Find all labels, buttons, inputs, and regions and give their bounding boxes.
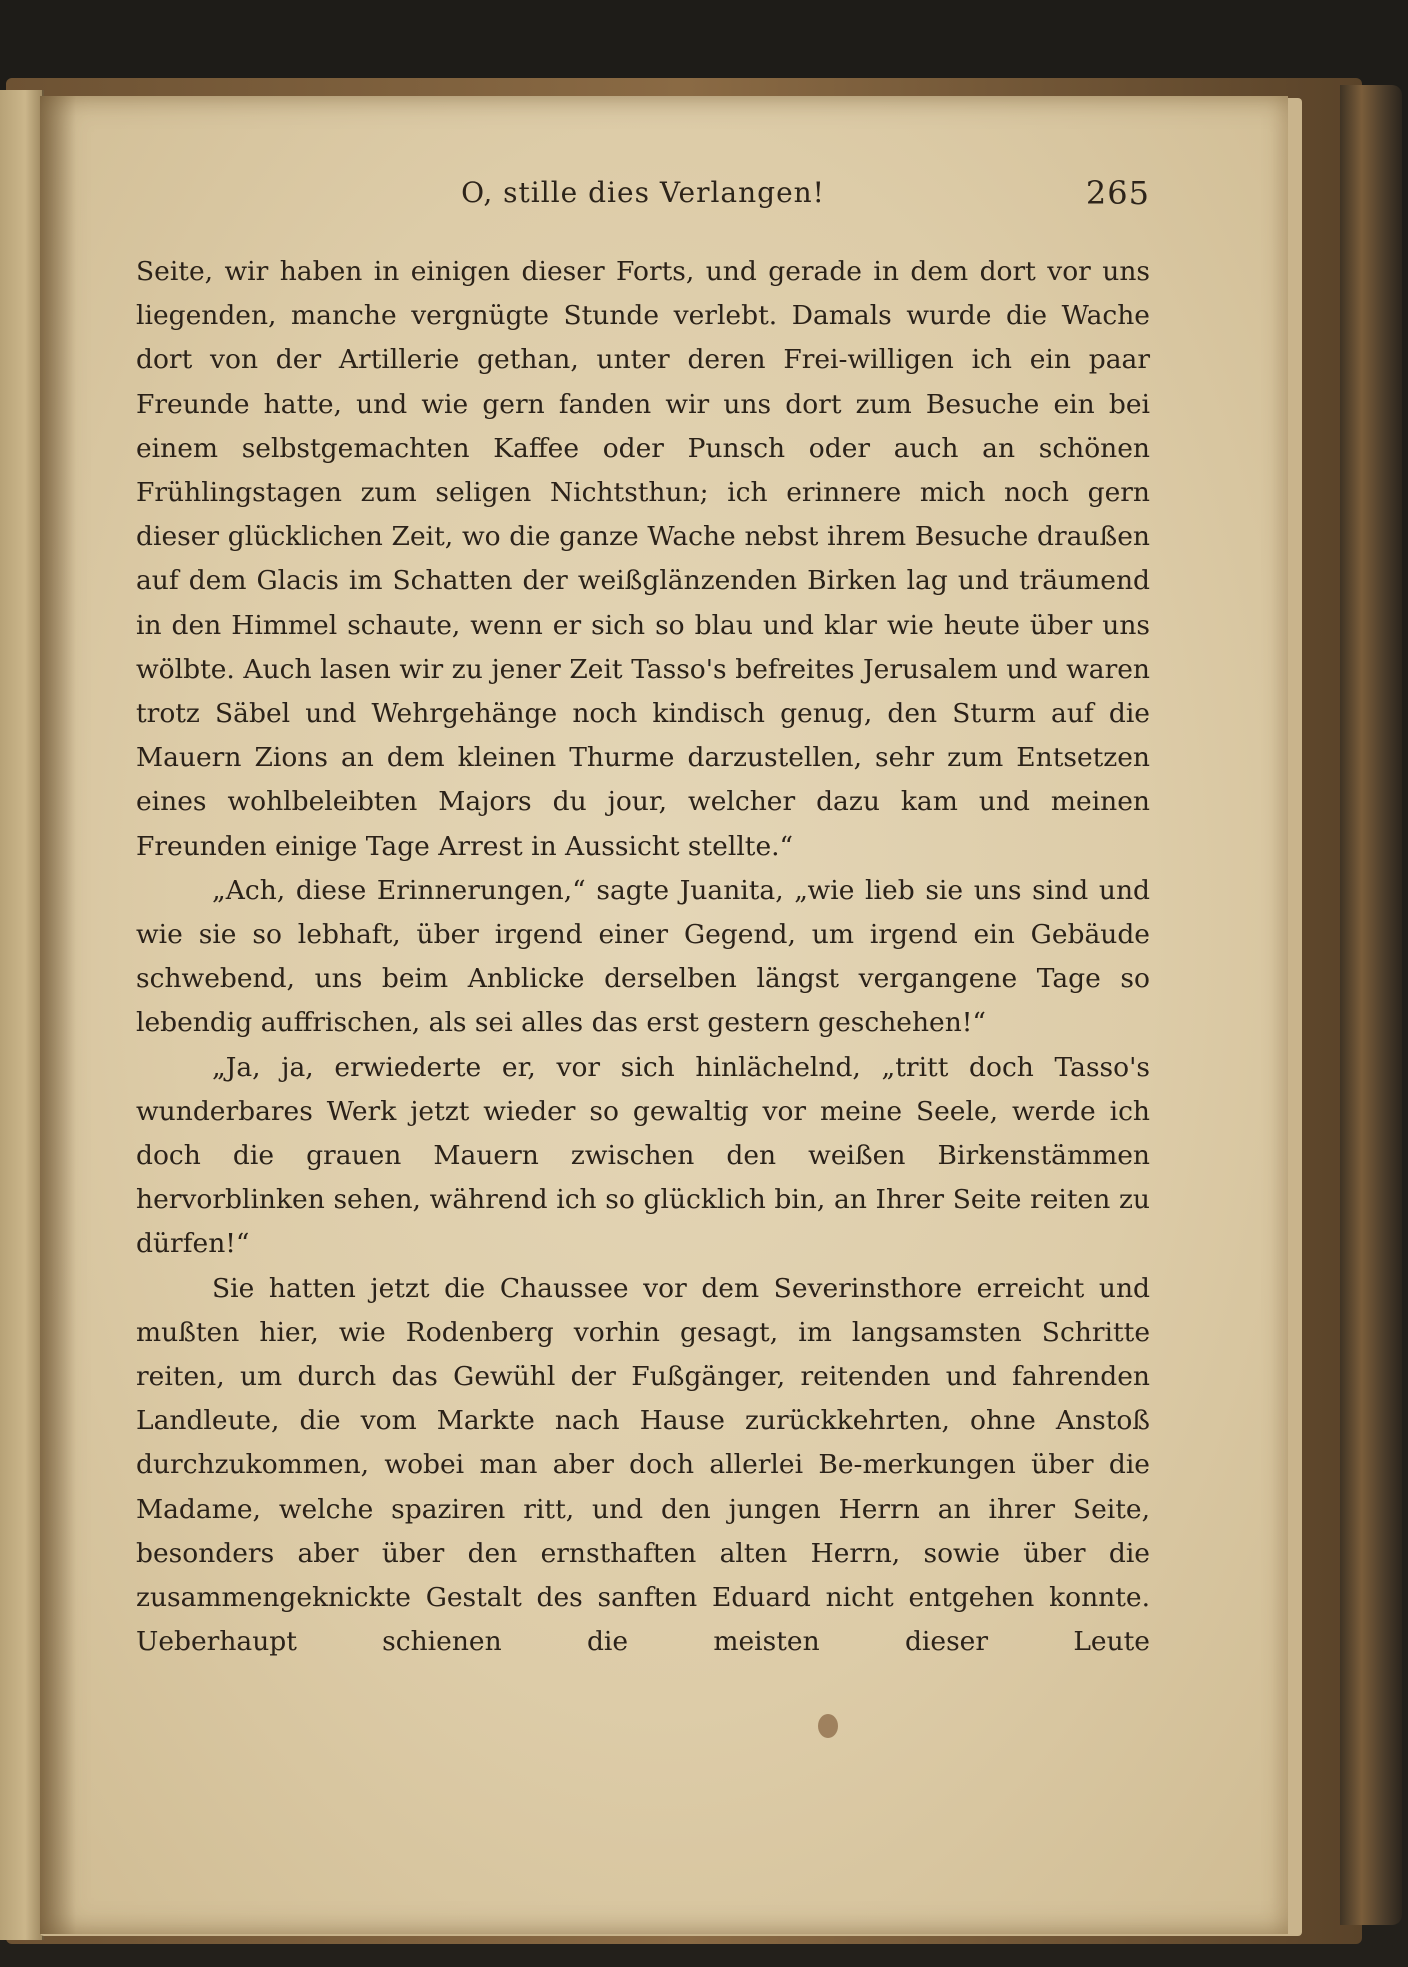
book-page — [40, 96, 1288, 1934]
paragraph: Sie hatten jetzt die Chaussee vor dem Severinsthore erreicht und mußten hier, wie Rodenberg vorhin gesagt, im langsamsten Schritte reiten, um durch das Gewühl der Fußgänger, reitenden und fahrenden Landleute, die vom Markte nach Hause zurückkehrten, ohne Anstoß durchzukommen, wobei man aber doch allerlei Be-merkungen über die Madame, welche spaziren ritt, und den jungen Herrn an ihrer Seite, besonders aber über den ernsthaften alten Herrn, sowie über die zusammengeknickte Gestalt des sanften Eduard nicht entgehen konnte. Ueberhaupt schienen die meisten dieser Leute — [136, 1272, 1150, 1658]
page-number: 265 — [1085, 174, 1150, 212]
paragraph: „Ja, ja, erwiederte er, vor sich hinlächelnd, „tritt doch Tasso's wunderbares Werk jetzt wieder so gewaltig vor meine Seele, werde ich doch die grauen Mauern zwischen den weißen Birkenstämmen hervorblinken sehen, während ich so glücklich bin, an Ihrer Seite reiten zu dürfen!“ — [136, 1051, 1150, 1260]
ink-stain — [818, 1714, 838, 1738]
page-header — [136, 174, 1150, 224]
running-title: O, stille dies Verlangen! — [461, 176, 825, 209]
book-cover-edge — [1340, 85, 1402, 1925]
body-text — [136, 250, 1150, 1665]
facing-page-edge — [0, 90, 44, 1940]
paragraph: „Ach, diese Erinnerungen,“ sagte Juanita, „wie lieb sie uns sind und wie sie so lebhaft, über irgend einer Gegend, um irgend ein Gebäude schwebend, uns beim Anblicke derselben längst vergangene Tage so lebendig auffrischen, als sei alles das erst gestern geschehen!“ — [136, 874, 1150, 1039]
paragraph: Seite, wir haben in einigen dieser Forts, und gerade in dem dort vor uns liegenden, manche vergnügte Stunde verlebt. Damals wurde die Wache dort von der Artillerie gethan, unter deren Frei-willigen ich ein paar Freunde hatte, und wie gern fanden wir uns dort zum Besuche ein bei einem selbstgemachten Kaffee oder Punsch oder auch an schönen Frühlingstagen zum seligen Nichtsthun; ich erinnere mich noch gern dieser glücklichen Zeit, wo die ganze Wache nebst ihrem Besuche draußen auf dem Glacis im Schatten der weißglänzenden Birken lag und träumend in den Himmel schaute, wenn er sich so blau und klar wie heute über uns wölbte. Auch lasen wir zu jener Zeit Tasso's befreites Jerusalem und waren trotz Säbel und Wehrgehänge noch kindisch genug, den Sturm auf die Mauern Zions an dem kleinen Thurme darzustellen, sehr zum Entsetzen eines wohlbeleibten Majors du jour, welcher dazu kam und meinen Freunden einige Tage Arrest in Aussicht stellte.“ — [136, 256, 1150, 862]
page-gutter-shadow — [40, 96, 76, 1934]
